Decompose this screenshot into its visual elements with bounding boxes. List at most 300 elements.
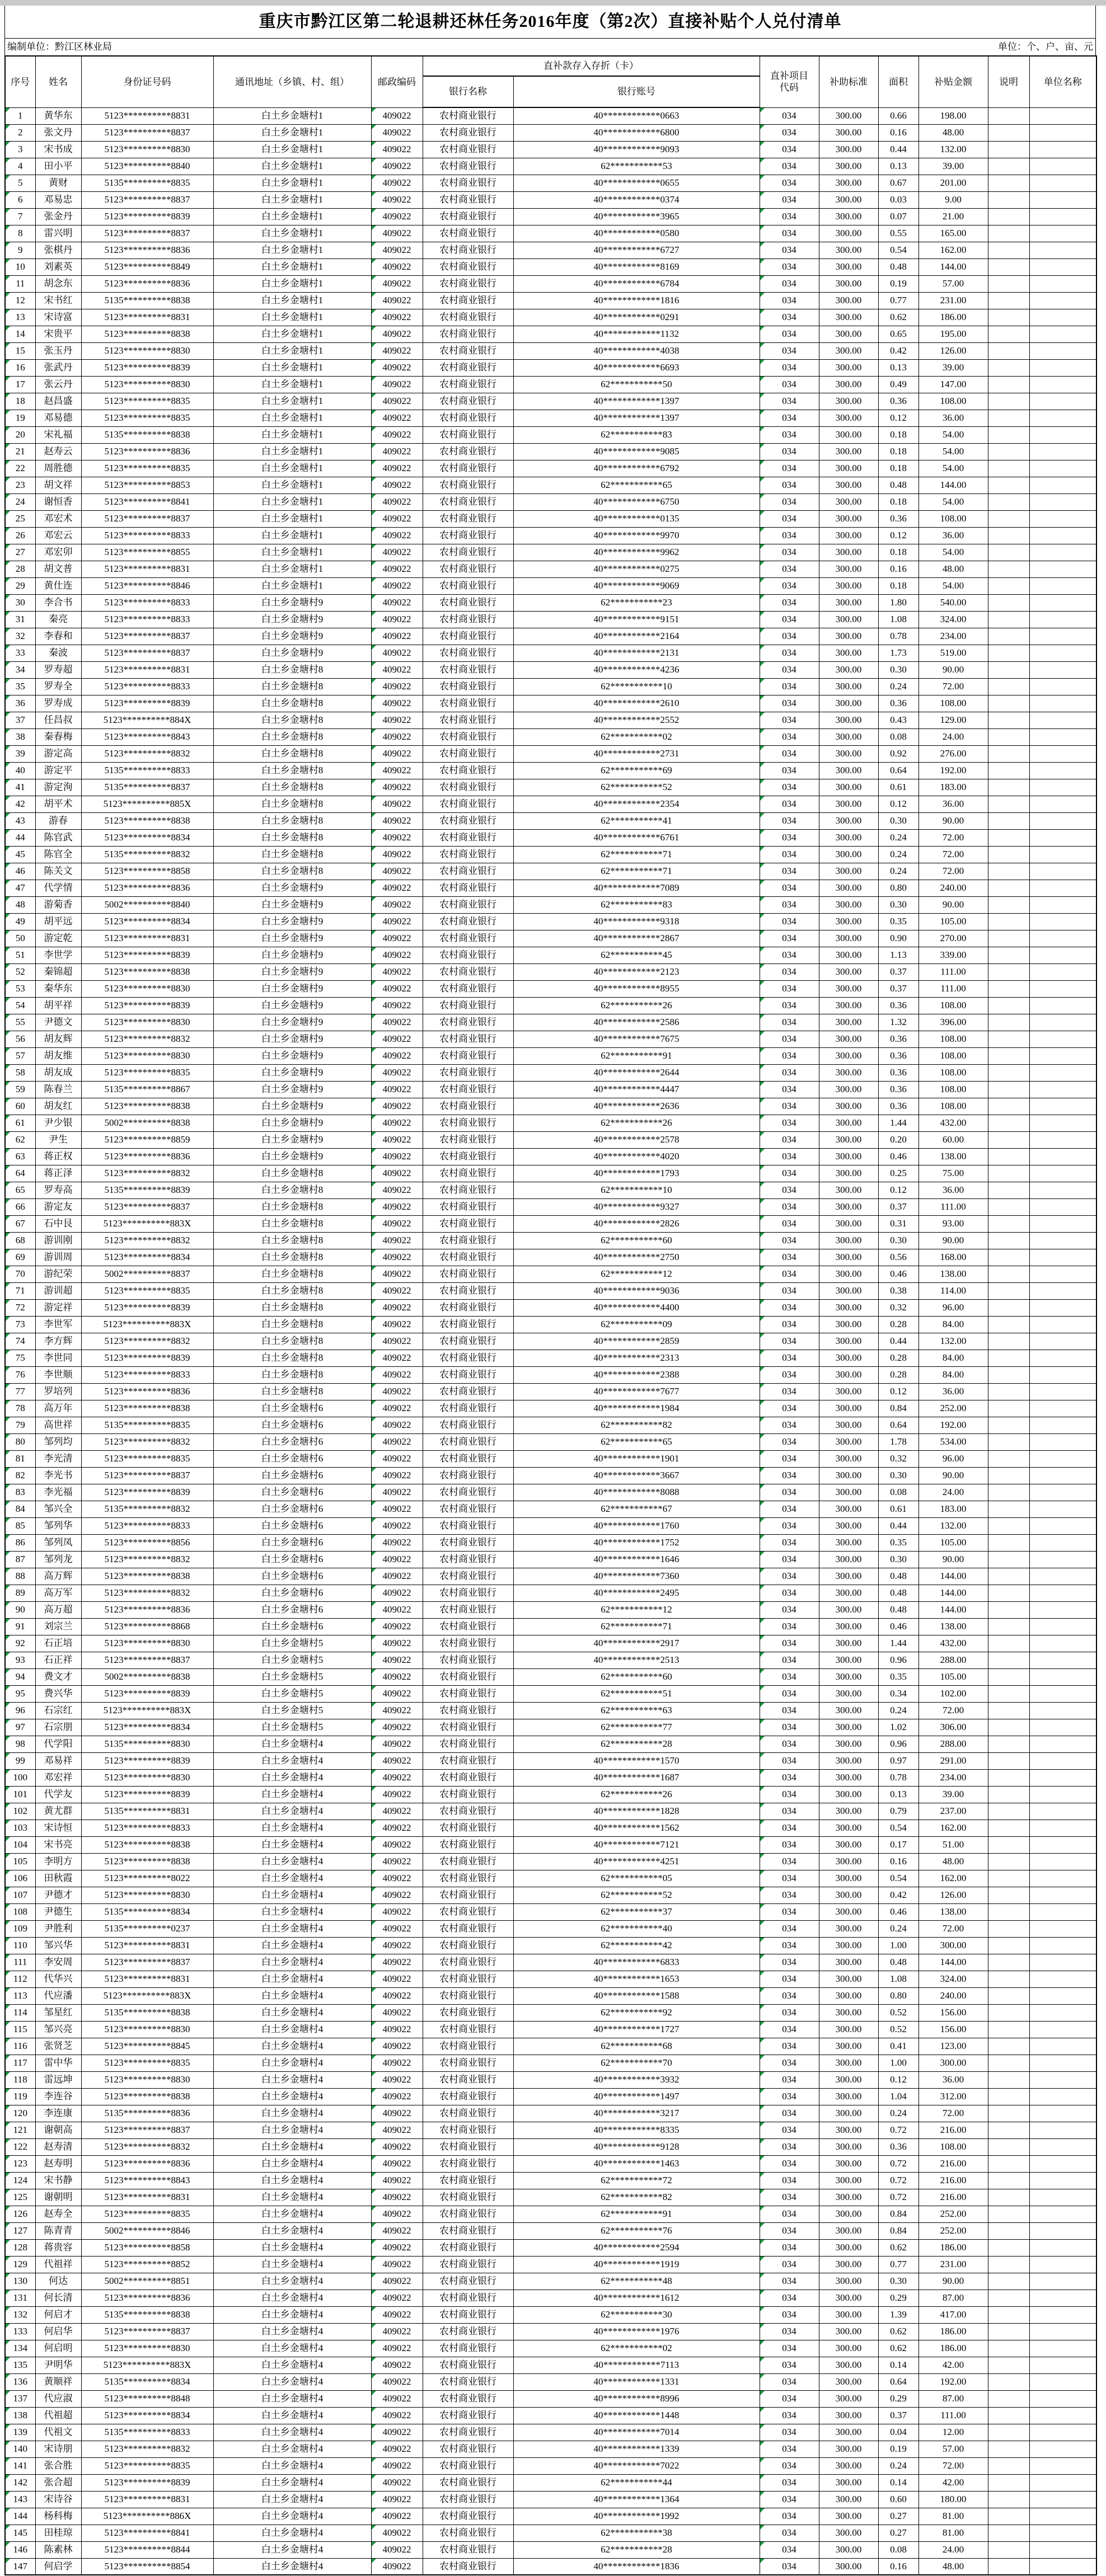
cell-name: 游定高 [35, 745, 81, 762]
cell-unit [1029, 1803, 1096, 1820]
table-row [5, 1333, 1096, 1350]
cell-area: 1.02 [878, 1719, 918, 1736]
cell-address: 白土乡金塘村9 [213, 1115, 371, 1131]
cell-address: 白土乡金塘村9 [213, 947, 371, 963]
cell-id: 5123**********8838 [81, 1853, 213, 1870]
cell-note [988, 2390, 1029, 2407]
cell-name: 何启学 [35, 2558, 81, 2575]
cell-postal: 409022 [371, 1098, 423, 1115]
cell-unit [1029, 225, 1096, 242]
cell-account: 62***********72 [513, 2172, 760, 2189]
col-header-unit: 单位名称 [1029, 56, 1096, 107]
cell-note [988, 2558, 1029, 2575]
cell-no: 73 [5, 1316, 35, 1333]
cell-account: 62***********83 [513, 426, 760, 443]
cell-address: 白土乡金塘村8 [213, 1215, 371, 1232]
cell-code: 034 [760, 2206, 819, 2222]
cell-bank: 农村商业银行 [423, 997, 513, 1014]
cell-name: 邓宏祥 [35, 1769, 81, 1786]
table-row [5, 2290, 1096, 2306]
cell-account: 40************2731 [513, 745, 760, 762]
cell-id: 5123**********883X [81, 1987, 213, 2004]
cell-no: 33 [5, 645, 35, 661]
cell-postal: 409022 [371, 812, 423, 829]
cell-standard: 300.00 [819, 1534, 878, 1551]
cell-account: 62***********26 [513, 1786, 760, 1803]
cell-note [988, 829, 1029, 846]
cell-address: 白土乡金塘村4 [213, 2357, 371, 2373]
cell-address: 白土乡金塘村9 [213, 980, 371, 997]
cell-name: 尹德文 [35, 1014, 81, 1031]
cell-bank: 农村商业银行 [423, 1098, 513, 1115]
cell-code: 034 [760, 1450, 819, 1467]
cell-standard: 300.00 [819, 1702, 878, 1719]
cell-name: 高万年 [35, 1400, 81, 1417]
table-row [5, 2155, 1096, 2172]
cell-bank: 农村商业银行 [423, 460, 513, 477]
cell-address: 白土乡金塘村9 [213, 963, 371, 980]
cell-postal: 409022 [371, 846, 423, 863]
cell-code: 034 [760, 2508, 819, 2525]
cell-amount: 237.00 [918, 1803, 988, 1820]
cell-bank: 农村商业银行 [423, 2222, 513, 2239]
cell-amount: 186.00 [918, 309, 988, 326]
cell-bank: 农村商业银行 [423, 1954, 513, 1971]
cell-postal: 409022 [371, 1031, 423, 1047]
cell-area: 0.64 [878, 1417, 918, 1433]
cell-bank: 农村商业银行 [423, 880, 513, 896]
cell-id: 5135**********8838 [81, 2306, 213, 2323]
cell-standard: 300.00 [819, 1601, 878, 1618]
table-row [5, 242, 1096, 258]
cell-account: 62***********82 [513, 1417, 760, 1433]
cell-amount: 234.00 [918, 628, 988, 645]
cell-unit [1029, 1316, 1096, 1333]
cell-note [988, 1316, 1029, 1333]
cell-amount: 324.00 [918, 611, 988, 628]
cell-id: 5123**********8844 [81, 2541, 213, 2558]
cell-no: 107 [5, 1887, 35, 1903]
cell-note [988, 980, 1029, 997]
cell-bank: 农村商业银行 [423, 410, 513, 426]
cell-note [988, 745, 1029, 762]
cell-id: 5135**********8833 [81, 762, 213, 779]
cell-bank: 农村商业银行 [423, 2373, 513, 2390]
cell-note [988, 1148, 1029, 1165]
cell-code: 034 [760, 208, 819, 225]
cell-address: 白土乡金塘村4 [213, 1853, 371, 1870]
cell-unit [1029, 393, 1096, 410]
cell-unit [1029, 1081, 1096, 1098]
cell-no: 104 [5, 1836, 35, 1853]
cell-address: 白土乡金塘村9 [213, 1148, 371, 1165]
cell-address: 白土乡金塘村9 [213, 594, 371, 611]
cell-code: 034 [760, 1635, 819, 1652]
cell-amount: 105.00 [918, 913, 988, 930]
cell-postal: 409022 [371, 1853, 423, 1870]
units-label: 单位：个、户、亩、元 [998, 41, 1093, 52]
cell-standard: 300.00 [819, 980, 878, 997]
cell-account: 40************8955 [513, 980, 760, 997]
cell-unit [1029, 1031, 1096, 1047]
cell-amount: 48.00 [918, 2558, 988, 2575]
cell-id: 5123**********8832 [81, 1031, 213, 1047]
payment-sheet [4, 6, 1096, 2575]
cell-postal: 409022 [371, 1803, 423, 1820]
cell-id: 5135**********8836 [81, 2105, 213, 2122]
cell-postal: 409022 [371, 2424, 423, 2441]
cell-unit [1029, 2457, 1096, 2474]
cell-unit [1029, 1182, 1096, 1198]
cell-unit [1029, 1903, 1096, 1920]
cell-amount: 198.00 [918, 107, 988, 124]
table-row [5, 1047, 1096, 1064]
cell-note [988, 2424, 1029, 2441]
cell-note [988, 2122, 1029, 2138]
cell-standard: 300.00 [819, 2558, 878, 2575]
cell-amount: 252.00 [918, 1400, 988, 1417]
cell-unit [1029, 678, 1096, 695]
cell-note [988, 947, 1029, 963]
cell-code: 034 [760, 1467, 819, 1484]
cell-amount: 12.00 [918, 2424, 988, 2441]
cell-amount: 90.00 [918, 812, 988, 829]
cell-no: 84 [5, 1501, 35, 1517]
cell-name: 刘素英 [35, 258, 81, 275]
cell-bank: 农村商业银行 [423, 2138, 513, 2155]
cell-bank: 农村商业银行 [423, 477, 513, 493]
cell-no: 124 [5, 2172, 35, 2189]
cell-no: 50 [5, 930, 35, 947]
cell-amount: 105.00 [918, 1668, 988, 1685]
table-row [5, 2122, 1096, 2138]
cell-note [988, 1937, 1029, 1954]
cell-code: 034 [760, 359, 819, 376]
cell-amount: 87.00 [918, 2290, 988, 2306]
cell-address: 白土乡金塘村4 [213, 1769, 371, 1786]
cell-no: 123 [5, 2155, 35, 2172]
cell-amount: 288.00 [918, 1652, 988, 1668]
cell-address: 白土乡金塘村4 [213, 2441, 371, 2457]
cell-address: 白土乡金塘村1 [213, 258, 371, 275]
cell-standard: 300.00 [819, 812, 878, 829]
cell-no: 30 [5, 594, 35, 611]
cell-standard: 300.00 [819, 1903, 878, 1920]
cell-code: 034 [760, 1987, 819, 2004]
cell-area: 0.18 [878, 460, 918, 477]
cell-unit [1029, 2306, 1096, 2323]
cell-unit [1029, 2038, 1096, 2055]
cell-standard: 300.00 [819, 1752, 878, 1769]
cell-name: 田小平 [35, 158, 81, 175]
cell-code: 034 [760, 1115, 819, 1131]
cell-id: 5123**********8831 [81, 2491, 213, 2508]
cell-area: 0.48 [878, 477, 918, 493]
page-title: 重庆市黔江区第二轮退耕还林任务2016年度（第2次）直接补贴个人兑付清单 [5, 6, 1095, 39]
cell-code: 034 [760, 1719, 819, 1736]
cell-note [988, 1954, 1029, 1971]
cell-code: 034 [760, 376, 819, 393]
cell-amount: 252.00 [918, 2222, 988, 2239]
cell-unit [1029, 1836, 1096, 1853]
cell-standard: 300.00 [819, 1769, 878, 1786]
cell-unit [1029, 1165, 1096, 1182]
cell-unit [1029, 1249, 1096, 1266]
cell-code: 034 [760, 2290, 819, 2306]
cell-bank: 农村商业银行 [423, 1853, 513, 1870]
cell-area: 0.16 [878, 1853, 918, 1870]
cell-note [988, 1585, 1029, 1601]
cell-area: 0.72 [878, 2122, 918, 2138]
table-row [5, 829, 1096, 846]
cell-bank: 农村商业银行 [423, 678, 513, 695]
cell-code: 034 [760, 1954, 819, 1971]
cell-account: 40************6792 [513, 460, 760, 477]
cell-standard: 300.00 [819, 695, 878, 712]
cell-no: 22 [5, 460, 35, 477]
cell-id: 5135**********8835 [81, 1417, 213, 1433]
cell-note [988, 1115, 1029, 1131]
cell-standard: 300.00 [819, 1064, 878, 1081]
cell-standard: 300.00 [819, 2508, 878, 2525]
cell-area: 1.80 [878, 594, 918, 611]
cell-postal: 409022 [371, 1937, 423, 1954]
table-row [5, 1786, 1096, 1803]
cell-bank: 农村商业银行 [423, 1635, 513, 1652]
cell-bank: 农村商业银行 [423, 594, 513, 611]
cell-bank: 农村商业银行 [423, 175, 513, 191]
cell-no: 122 [5, 2138, 35, 2155]
cell-standard: 300.00 [819, 2407, 878, 2424]
cell-id: 5123**********8837 [81, 225, 213, 242]
cell-account: 62***********63 [513, 1702, 760, 1719]
cell-id: 5123**********8830 [81, 141, 213, 158]
cell-postal: 409022 [371, 695, 423, 712]
cell-bank: 农村商业银行 [423, 628, 513, 645]
cell-name: 邹兴亮 [35, 2021, 81, 2038]
cell-unit [1029, 359, 1096, 376]
cell-area: 0.24 [878, 2457, 918, 2474]
cell-account: 62***********82 [513, 2189, 760, 2206]
cell-no: 145 [5, 2525, 35, 2541]
cell-area: 0.72 [878, 2189, 918, 2206]
cell-id: 5123**********8830 [81, 1635, 213, 1652]
cell-code: 034 [760, 1198, 819, 1215]
cell-unit [1029, 2088, 1096, 2105]
cell-id: 5123**********8831 [81, 107, 213, 124]
cell-id: 5123**********8843 [81, 2172, 213, 2189]
cell-amount: 102.00 [918, 1685, 988, 1702]
cell-id: 5123**********8838 [81, 326, 213, 342]
cell-bank: 农村商业银行 [423, 2172, 513, 2189]
cell-account: 40************2164 [513, 628, 760, 645]
cell-unit [1029, 2441, 1096, 2457]
cell-address: 白土乡金塘村4 [213, 2373, 371, 2390]
cell-standard: 300.00 [819, 2122, 878, 2138]
cell-amount: 156.00 [918, 2021, 988, 2038]
cell-name: 李春和 [35, 628, 81, 645]
cell-bank: 农村商业银行 [423, 645, 513, 661]
cell-standard: 300.00 [819, 1887, 878, 1903]
cell-code: 034 [760, 2172, 819, 2189]
cell-area: 0.80 [878, 880, 918, 896]
cell-name: 石中艮 [35, 1215, 81, 1232]
cell-unit [1029, 2491, 1096, 2508]
cell-area: 0.62 [878, 309, 918, 326]
cell-address: 白土乡金塘村8 [213, 796, 371, 812]
cell-no: 92 [5, 1635, 35, 1652]
table-row [5, 2038, 1096, 2055]
cell-address: 白土乡金塘村4 [213, 2055, 371, 2071]
cell-id: 5123**********8837 [81, 1954, 213, 1971]
cell-unit [1029, 1517, 1096, 1534]
cell-postal: 409022 [371, 1534, 423, 1551]
cell-address: 白土乡金塘村4 [213, 1752, 371, 1769]
cell-no: 65 [5, 1182, 35, 1198]
cell-address: 白土乡金塘村9 [213, 645, 371, 661]
cell-name: 尹德生 [35, 1903, 81, 1920]
cell-note [988, 2206, 1029, 2222]
cell-bank: 农村商业银行 [423, 1081, 513, 1098]
cell-area: 0.24 [878, 829, 918, 846]
cell-amount: 72.00 [918, 2105, 988, 2122]
cell-code: 034 [760, 1534, 819, 1551]
table-row [5, 1400, 1096, 1417]
table-row [5, 342, 1096, 359]
cell-bank: 农村商业银行 [423, 2122, 513, 2138]
cell-area: 0.38 [878, 1282, 918, 1299]
cell-postal: 409022 [371, 2457, 423, 2474]
cell-unit [1029, 493, 1096, 510]
cell-note [988, 779, 1029, 796]
cell-unit [1029, 258, 1096, 275]
cell-no: 137 [5, 2390, 35, 2407]
cell-bank: 农村商业银行 [423, 661, 513, 678]
cell-account: 62***********28 [513, 2541, 760, 2558]
cell-amount: 42.00 [918, 2357, 988, 2373]
cell-address: 白土乡金塘村4 [213, 1971, 371, 1987]
cell-postal: 409022 [371, 1249, 423, 1266]
cell-note [988, 2021, 1029, 2038]
cell-amount: 36.00 [918, 2071, 988, 2088]
cell-standard: 300.00 [819, 2273, 878, 2290]
cell-unit [1029, 963, 1096, 980]
cell-address: 白土乡金塘村4 [213, 2071, 371, 2088]
cell-name: 黄仕连 [35, 577, 81, 594]
cell-account: 40************3965 [513, 208, 760, 225]
cell-no: 106 [5, 1870, 35, 1887]
table-row [5, 1501, 1096, 1517]
cell-id: 5123**********8837 [81, 628, 213, 645]
cell-standard: 300.00 [819, 426, 878, 443]
cell-id: 5123**********886X [81, 2508, 213, 2525]
cell-code: 034 [760, 1501, 819, 1517]
cell-note [988, 1165, 1029, 1182]
cell-name: 邓易祥 [35, 1752, 81, 1769]
cell-id: 5123**********8846 [81, 577, 213, 594]
cell-standard: 300.00 [819, 2390, 878, 2407]
cell-id: 5123**********8831 [81, 1937, 213, 1954]
cell-code: 034 [760, 1215, 819, 1232]
cell-area: 0.29 [878, 2290, 918, 2306]
cell-name: 邹列凤 [35, 1534, 81, 1551]
cell-address: 白土乡金塘村4 [213, 1920, 371, 1937]
cell-code: 034 [760, 1266, 819, 1282]
cell-id: 5123**********8833 [81, 1517, 213, 1534]
cell-id: 5123**********8833 [81, 611, 213, 628]
cell-amount: 132.00 [918, 1517, 988, 1534]
cell-address: 白土乡金塘村4 [213, 2088, 371, 2105]
cell-id: 5135**********8834 [81, 1903, 213, 1920]
cell-standard: 300.00 [819, 1517, 878, 1534]
cell-account: 62***********71 [513, 1618, 760, 1635]
cell-postal: 409022 [371, 2122, 423, 2138]
table-row [5, 1450, 1096, 1467]
cell-no: 69 [5, 1249, 35, 1266]
cell-bank: 农村商业银行 [423, 1299, 513, 1316]
cell-unit [1029, 2373, 1096, 2390]
cell-note [988, 2189, 1029, 2206]
cell-id: 5002**********8851 [81, 2273, 213, 2290]
cell-standard: 300.00 [819, 1182, 878, 1198]
cell-note [988, 124, 1029, 141]
cell-code: 034 [760, 2541, 819, 2558]
cell-account: 62***********70 [513, 2055, 760, 2071]
cell-account: 62***********02 [513, 728, 760, 745]
cell-account: 40************7089 [513, 880, 760, 896]
cell-account: 62***********02 [513, 2340, 760, 2357]
cell-postal: 409022 [371, 208, 423, 225]
cell-code: 034 [760, 1417, 819, 1433]
cell-account: 40************1992 [513, 2508, 760, 2525]
cell-amount: 291.00 [918, 1752, 988, 1769]
cell-note [988, 2172, 1029, 2189]
cell-bank: 农村商业银行 [423, 1165, 513, 1182]
cell-account: 40************9036 [513, 1282, 760, 1299]
cell-bank: 农村商业银行 [423, 2105, 513, 2122]
table-row [5, 477, 1096, 493]
cell-address: 白土乡金塘村4 [213, 2525, 371, 2541]
cell-note [988, 812, 1029, 829]
cell-name: 邹列华 [35, 1517, 81, 1534]
cell-id: 5002**********8846 [81, 2222, 213, 2239]
cell-name: 张金丹 [35, 208, 81, 225]
cell-postal: 409022 [371, 1182, 423, 1198]
cell-unit [1029, 175, 1096, 191]
cell-account: 40************6800 [513, 124, 760, 141]
cell-name: 费兴华 [35, 1685, 81, 1702]
table-row [5, 913, 1096, 930]
cell-amount: 81.00 [918, 2508, 988, 2525]
cell-address: 白土乡金塘村1 [213, 342, 371, 359]
cell-code: 034 [760, 812, 819, 829]
cell-address: 白土乡金塘村6 [213, 1585, 371, 1601]
cell-account: 62***********60 [513, 1232, 760, 1249]
cell-code: 034 [760, 493, 819, 510]
cell-postal: 409022 [371, 796, 423, 812]
cell-unit [1029, 1937, 1096, 1954]
cell-postal: 409022 [371, 410, 423, 426]
cell-note [988, 477, 1029, 493]
cell-area: 0.37 [878, 2407, 918, 2424]
cell-postal: 409022 [371, 309, 423, 326]
cell-postal: 409022 [371, 1081, 423, 1098]
cell-code: 034 [760, 527, 819, 544]
cell-address: 白土乡金塘村5 [213, 1668, 371, 1685]
cell-code: 034 [760, 2155, 819, 2172]
table-row [5, 1954, 1096, 1971]
cell-area: 0.77 [878, 2256, 918, 2273]
